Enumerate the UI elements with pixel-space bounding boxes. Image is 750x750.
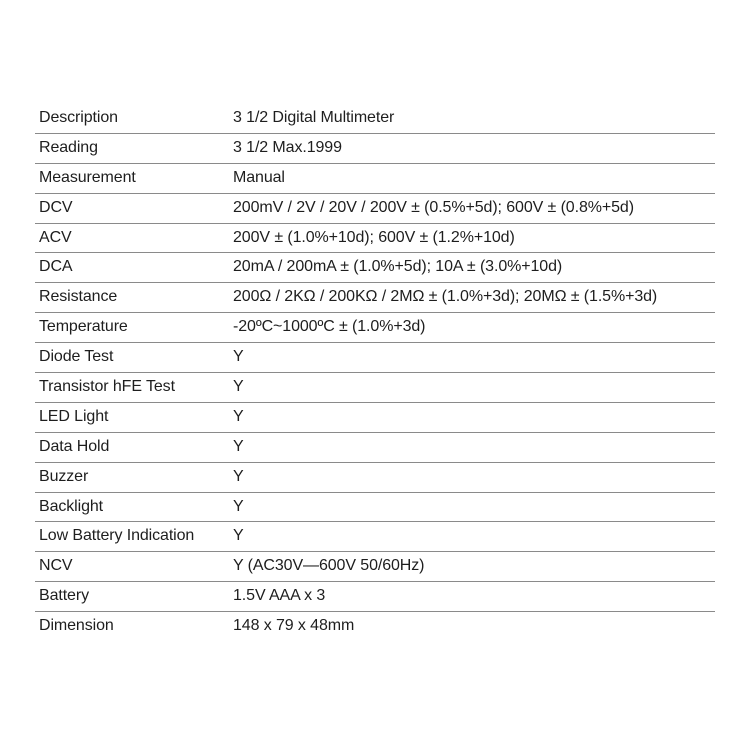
spec-row-backlight	[35, 493, 715, 523]
spec-value: -20ºC~1000ºC ± (1.0%+3d)	[233, 318, 426, 336]
spec-value: 148 x 79 x 48mm	[233, 617, 355, 635]
spec-value: Y	[233, 527, 244, 545]
spec-label: LED Light	[39, 407, 109, 425]
spec-label: Transistor hFE Test	[39, 378, 175, 396]
spec-value: Y	[233, 407, 244, 425]
spec-label: Measurement	[39, 168, 136, 186]
spec-value: 3 1/2 Digital Multimeter	[233, 109, 395, 126]
spec-label: Dimension	[39, 617, 114, 635]
spec-label: Temperature	[39, 318, 128, 336]
spec-row-acv	[35, 224, 715, 254]
spec-row-measurement	[35, 164, 715, 194]
spec-value: 3 1/2 Max.1999	[233, 138, 342, 156]
spec-row-dimension	[35, 612, 715, 642]
spec-label: Low Battery Indication	[39, 527, 195, 545]
spec-value: 20mA / 200mA ± (1.0%+5d); 10A ± (3.0%+10d)	[233, 258, 563, 276]
spec-row-reading	[35, 134, 715, 164]
spec-row-battery	[35, 582, 715, 612]
spec-label: DCV	[39, 198, 73, 216]
spec-row-diode-test	[35, 343, 715, 373]
spec-value: Y	[233, 348, 244, 366]
spec-value: 1.5V AAA x 3	[233, 587, 326, 605]
spec-label: Reading	[39, 138, 98, 156]
spec-row-low-battery-indication	[35, 522, 715, 552]
spec-row-data-hold	[35, 433, 715, 463]
spec-table	[35, 104, 715, 642]
spec-label: DCA	[39, 258, 73, 276]
spec-value: 200V ± (1.0%+10d); 600V ± (1.2%+10d)	[233, 228, 515, 246]
spec-value: Y (AC30V—600V 50/60Hz)	[233, 557, 425, 575]
spec-value: Y	[233, 378, 244, 396]
spec-row-dca	[35, 253, 715, 283]
spec-row-dcv	[35, 194, 715, 224]
spec-label: Buzzer	[39, 467, 89, 485]
spec-row-buzzer	[35, 463, 715, 493]
spec-row-led-light	[35, 403, 715, 433]
spec-value: 200Ω / 2KΩ / 200KΩ / 2MΩ ± (1.0%+3d); 20MΩ ± (1.5%+3d)	[233, 288, 658, 306]
spec-row-transistor-hfe-test	[35, 373, 715, 403]
spec-label: NCV	[39, 557, 73, 575]
spec-label: Diode Test	[39, 348, 114, 366]
spec-value: Y	[233, 497, 244, 515]
spec-label: Battery	[39, 587, 89, 605]
spec-row-resistance	[35, 283, 715, 313]
spec-label: Description	[39, 109, 118, 126]
spec-row-temperature	[35, 313, 715, 343]
spec-value: Manual	[233, 168, 285, 186]
spec-row-description	[35, 104, 715, 134]
spec-label: ACV	[39, 228, 72, 246]
spec-value: Y	[233, 467, 244, 485]
spec-value: 200mV / 2V / 20V / 200V ± (0.5%+5d); 600V ± (0.8%+5d)	[233, 198, 634, 216]
spec-row-ncv	[35, 552, 715, 582]
spec-label: Resistance	[39, 288, 118, 306]
spec-label: Data Hold	[39, 437, 110, 455]
spec-value: Y	[233, 437, 244, 455]
spec-label: Backlight	[39, 497, 104, 515]
